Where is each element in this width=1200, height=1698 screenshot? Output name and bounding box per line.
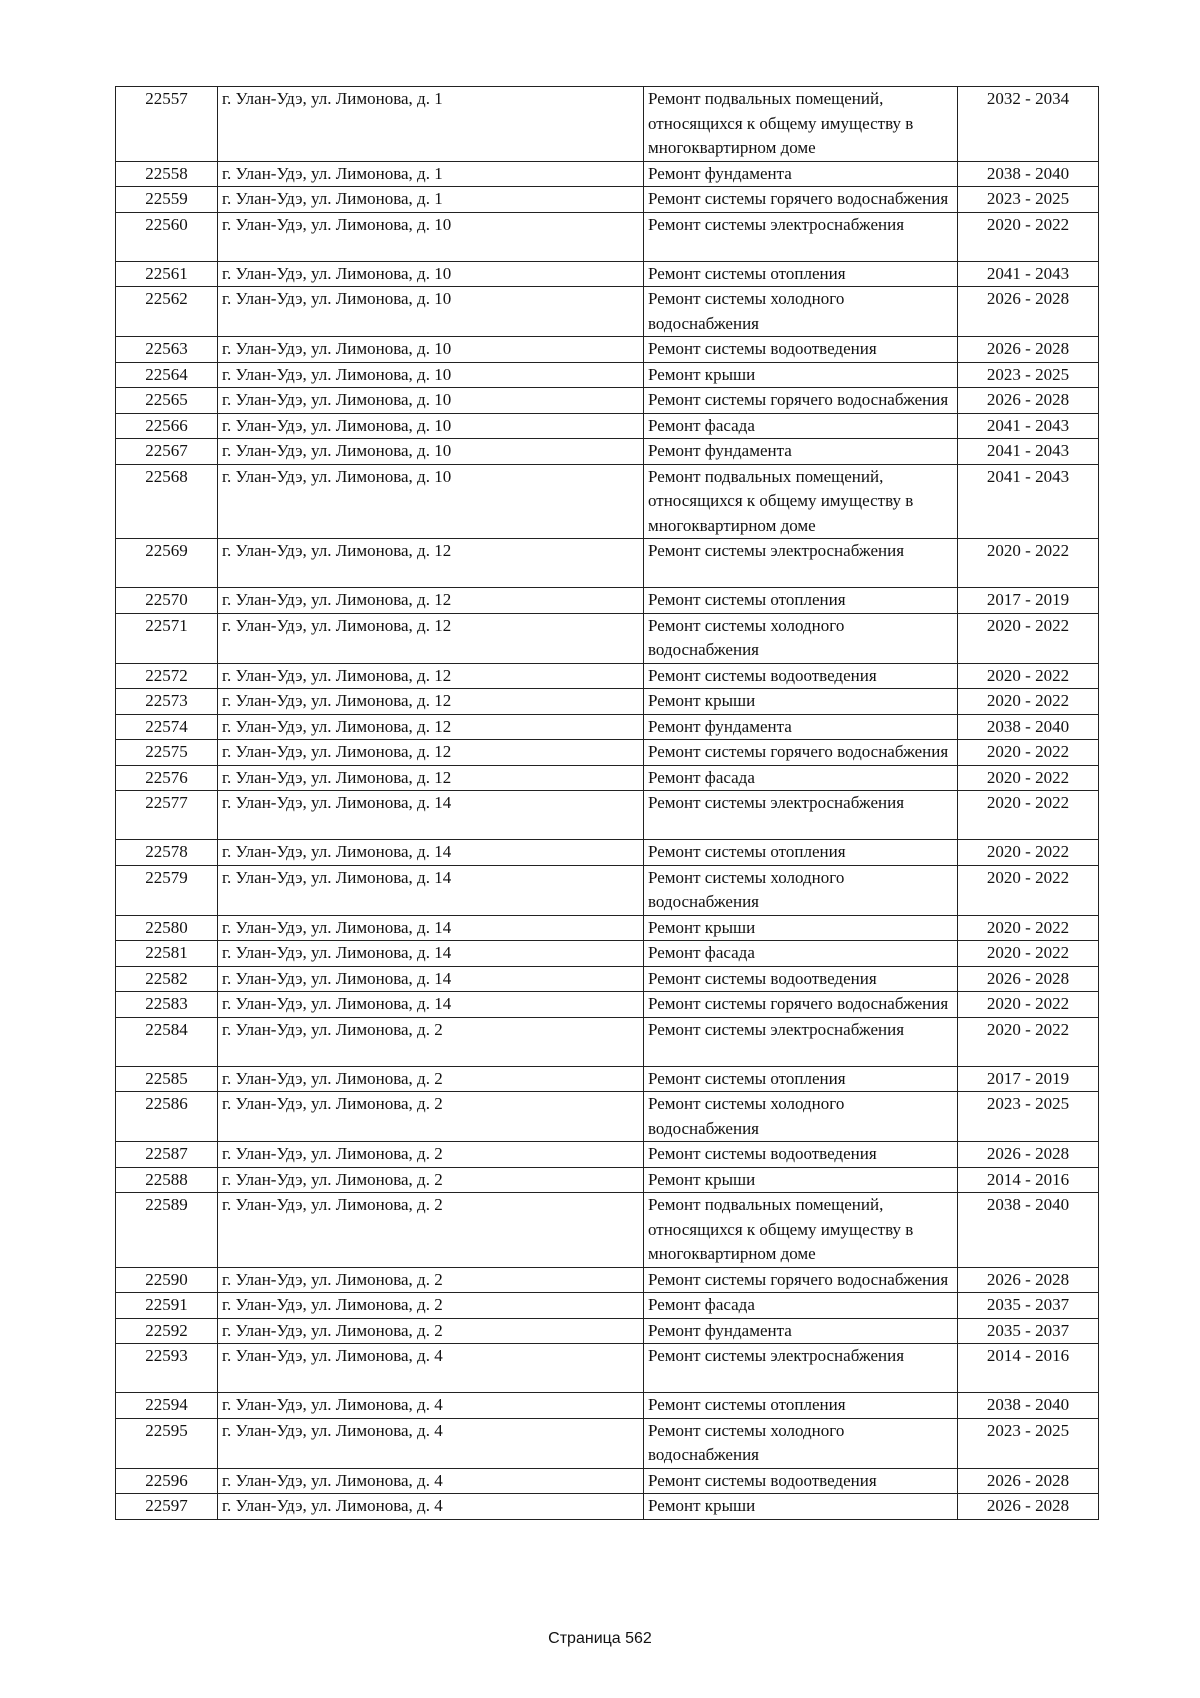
cell-number: 22589 — [116, 1193, 218, 1268]
cell-address: г. Улан-Удэ, ул. Лимонова, д. 14 — [218, 992, 644, 1018]
cell-work-type: Ремонт подвальных помещений, относящихся к общему имуществу в многоквартирном доме — [644, 87, 958, 162]
cell-period: 2023 - 2025 — [958, 362, 1099, 388]
repair-schedule-table — [115, 86, 1099, 1520]
cell-work-type: Ремонт подвальных помещений, относящихся к общему имуществу в многоквартирном доме — [644, 464, 958, 539]
cell-number: 22557 — [116, 87, 218, 162]
cell-work-type: Ремонт системы горячего водоснабжения — [644, 187, 958, 213]
cell-address: г. Улан-Удэ, ул. Лимонова, д. 4 — [218, 1494, 644, 1520]
cell-number: 22591 — [116, 1293, 218, 1319]
cell-period: 2020 - 2022 — [958, 765, 1099, 791]
table-row — [116, 1318, 1099, 1344]
table-row — [116, 966, 1099, 992]
cell-address: г. Улан-Удэ, ул. Лимонова, д. 12 — [218, 588, 644, 614]
cell-number: 22560 — [116, 212, 218, 261]
table-row — [116, 740, 1099, 766]
cell-address: г. Улан-Удэ, ул. Лимонова, д. 14 — [218, 791, 644, 840]
cell-address: г. Улан-Удэ, ул. Лимонова, д. 2 — [218, 1066, 644, 1092]
table-row — [116, 1167, 1099, 1193]
cell-period: 2038 - 2040 — [958, 714, 1099, 740]
cell-work-type: Ремонт системы водоотведения — [644, 337, 958, 363]
cell-period: 2020 - 2022 — [958, 992, 1099, 1018]
cell-work-type: Ремонт подвальных помещений, относящихся к общему имуществу в многоквартирном доме — [644, 1193, 958, 1268]
cell-address: г. Улан-Удэ, ул. Лимонова, д. 10 — [218, 388, 644, 414]
cell-number: 22568 — [116, 464, 218, 539]
cell-address: г. Улан-Удэ, ул. Лимонова, д. 12 — [218, 765, 644, 791]
table-row — [116, 1193, 1099, 1268]
cell-work-type: Ремонт фасада — [644, 413, 958, 439]
table-row — [116, 539, 1099, 588]
cell-work-type: Ремонт крыши — [644, 1494, 958, 1520]
table-row — [116, 362, 1099, 388]
cell-address: г. Улан-Удэ, ул. Лимонова, д. 10 — [218, 464, 644, 539]
cell-work-type: Ремонт крыши — [644, 915, 958, 941]
cell-period: 2020 - 2022 — [958, 539, 1099, 588]
cell-period: 2038 - 2040 — [958, 161, 1099, 187]
cell-period: 2041 - 2043 — [958, 464, 1099, 539]
table-row — [116, 1267, 1099, 1293]
table-row — [116, 1017, 1099, 1066]
cell-period: 2020 - 2022 — [958, 740, 1099, 766]
cell-work-type: Ремонт системы электроснабжения — [644, 1344, 958, 1393]
cell-address: г. Улан-Удэ, ул. Лимонова, д. 1 — [218, 161, 644, 187]
cell-address: г. Улан-Удэ, ул. Лимонова, д. 10 — [218, 261, 644, 287]
cell-number: 22565 — [116, 388, 218, 414]
cell-number: 22570 — [116, 588, 218, 614]
cell-work-type: Ремонт системы холодного водоснабжения — [644, 865, 958, 915]
cell-address: г. Улан-Удэ, ул. Лимонова, д. 10 — [218, 362, 644, 388]
table-row — [116, 765, 1099, 791]
cell-address: г. Улан-Удэ, ул. Лимонова, д. 12 — [218, 740, 644, 766]
cell-work-type: Ремонт системы отопления — [644, 588, 958, 614]
cell-work-type: Ремонт системы горячего водоснабжения — [644, 388, 958, 414]
cell-work-type: Ремонт крыши — [644, 689, 958, 715]
table-row — [116, 1418, 1099, 1468]
cell-number: 22590 — [116, 1267, 218, 1293]
table-row — [116, 1344, 1099, 1393]
cell-period: 2041 - 2043 — [958, 439, 1099, 465]
cell-address: г. Улан-Удэ, ул. Лимонова, д. 10 — [218, 212, 644, 261]
cell-work-type: Ремонт системы холодного водоснабжения — [644, 1418, 958, 1468]
page-number: Страница 562 — [548, 1630, 652, 1647]
cell-address: г. Улан-Удэ, ул. Лимонова, д. 14 — [218, 865, 644, 915]
cell-number: 22592 — [116, 1318, 218, 1344]
cell-address: г. Улан-Удэ, ул. Лимонова, д. 12 — [218, 714, 644, 740]
cell-number: 22566 — [116, 413, 218, 439]
cell-work-type: Ремонт фасада — [644, 1293, 958, 1319]
cell-address: г. Улан-Удэ, ул. Лимонова, д. 4 — [218, 1393, 644, 1419]
cell-period: 2023 - 2025 — [958, 187, 1099, 213]
cell-address: г. Улан-Удэ, ул. Лимонова, д. 14 — [218, 966, 644, 992]
cell-period: 2026 - 2028 — [958, 1142, 1099, 1168]
cell-period: 2026 - 2028 — [958, 1267, 1099, 1293]
table-row — [116, 261, 1099, 287]
table-row — [116, 1494, 1099, 1520]
table-row — [116, 212, 1099, 261]
cell-work-type: Ремонт системы отопления — [644, 840, 958, 866]
cell-address: г. Улан-Удэ, ул. Лимонова, д. 10 — [218, 413, 644, 439]
cell-number: 22563 — [116, 337, 218, 363]
cell-period: 2014 - 2016 — [958, 1167, 1099, 1193]
cell-number: 22577 — [116, 791, 218, 840]
cell-address: г. Улан-Удэ, ул. Лимонова, д. 12 — [218, 689, 644, 715]
cell-period: 2017 - 2019 — [958, 1066, 1099, 1092]
cell-number: 22584 — [116, 1017, 218, 1066]
cell-work-type: Ремонт системы водоотведения — [644, 966, 958, 992]
cell-number: 22593 — [116, 1344, 218, 1393]
table-row — [116, 388, 1099, 414]
table-row — [116, 1393, 1099, 1419]
table-row — [116, 1142, 1099, 1168]
cell-address: г. Улан-Удэ, ул. Лимонова, д. 1 — [218, 187, 644, 213]
cell-work-type: Ремонт системы холодного водоснабжения — [644, 287, 958, 337]
cell-number: 22573 — [116, 689, 218, 715]
cell-number: 22580 — [116, 915, 218, 941]
cell-number: 22572 — [116, 663, 218, 689]
cell-period: 2041 - 2043 — [958, 261, 1099, 287]
cell-work-type: Ремонт системы водоотведения — [644, 663, 958, 689]
cell-number: 22578 — [116, 840, 218, 866]
cell-address: г. Улан-Удэ, ул. Лимонова, д. 2 — [218, 1142, 644, 1168]
cell-number: 22558 — [116, 161, 218, 187]
cell-work-type: Ремонт системы водоотведения — [644, 1468, 958, 1494]
table-row — [116, 337, 1099, 363]
cell-work-type: Ремонт системы горячего водоснабжения — [644, 740, 958, 766]
cell-work-type: Ремонт фундамента — [644, 439, 958, 465]
table-row — [116, 663, 1099, 689]
cell-period: 2032 - 2034 — [958, 87, 1099, 162]
cell-number: 22585 — [116, 1066, 218, 1092]
table-row — [116, 613, 1099, 663]
cell-number: 22576 — [116, 765, 218, 791]
cell-period: 2020 - 2022 — [958, 791, 1099, 840]
cell-period: 2020 - 2022 — [958, 1017, 1099, 1066]
cell-number: 22586 — [116, 1092, 218, 1142]
table-row — [116, 840, 1099, 866]
cell-number: 22575 — [116, 740, 218, 766]
cell-period: 2023 - 2025 — [958, 1092, 1099, 1142]
cell-number: 22581 — [116, 941, 218, 967]
table-row — [116, 439, 1099, 465]
cell-address: г. Улан-Удэ, ул. Лимонова, д. 2 — [218, 1017, 644, 1066]
cell-work-type: Ремонт системы холодного водоснабжения — [644, 1092, 958, 1142]
table-row — [116, 187, 1099, 213]
cell-number: 22595 — [116, 1418, 218, 1468]
cell-period: 2020 - 2022 — [958, 941, 1099, 967]
cell-work-type: Ремонт системы холодного водоснабжения — [644, 613, 958, 663]
cell-period: 2017 - 2019 — [958, 588, 1099, 614]
cell-work-type: Ремонт крыши — [644, 1167, 958, 1193]
cell-work-type: Ремонт системы отопления — [644, 261, 958, 287]
cell-period: 2038 - 2040 — [958, 1393, 1099, 1419]
cell-address: г. Улан-Удэ, ул. Лимонова, д. 2 — [218, 1267, 644, 1293]
cell-number: 22567 — [116, 439, 218, 465]
cell-work-type: Ремонт крыши — [644, 362, 958, 388]
cell-number: 22564 — [116, 362, 218, 388]
cell-address: г. Улан-Удэ, ул. Лимонова, д. 14 — [218, 840, 644, 866]
table-row — [116, 1092, 1099, 1142]
cell-period: 2041 - 2043 — [958, 413, 1099, 439]
cell-address: г. Улан-Удэ, ул. Лимонова, д. 12 — [218, 663, 644, 689]
cell-period: 2026 - 2028 — [958, 388, 1099, 414]
cell-work-type: Ремонт системы горячего водоснабжения — [644, 992, 958, 1018]
cell-work-type: Ремонт системы отопления — [644, 1066, 958, 1092]
cell-address: г. Улан-Удэ, ул. Лимонова, д. 4 — [218, 1468, 644, 1494]
cell-number: 22583 — [116, 992, 218, 1018]
cell-work-type: Ремонт системы электроснабжения — [644, 1017, 958, 1066]
cell-address: г. Улан-Удэ, ул. Лимонова, д. 10 — [218, 337, 644, 363]
cell-period: 2026 - 2028 — [958, 287, 1099, 337]
cell-number: 22596 — [116, 1468, 218, 1494]
table-row — [116, 865, 1099, 915]
cell-address: г. Улан-Удэ, ул. Лимонова, д. 2 — [218, 1318, 644, 1344]
table-row — [116, 992, 1099, 1018]
cell-period: 2020 - 2022 — [958, 915, 1099, 941]
cell-number: 22594 — [116, 1393, 218, 1419]
cell-address: г. Улан-Удэ, ул. Лимонова, д. 12 — [218, 613, 644, 663]
table-row — [116, 287, 1099, 337]
cell-address: г. Улан-Удэ, ул. Лимонова, д. 2 — [218, 1167, 644, 1193]
cell-period: 2023 - 2025 — [958, 1418, 1099, 1468]
cell-number: 22574 — [116, 714, 218, 740]
cell-work-type: Ремонт системы отопления — [644, 1393, 958, 1419]
cell-period: 2020 - 2022 — [958, 865, 1099, 915]
cell-work-type: Ремонт системы водоотведения — [644, 1142, 958, 1168]
cell-period: 2020 - 2022 — [958, 663, 1099, 689]
cell-work-type: Ремонт системы электроснабжения — [644, 539, 958, 588]
table-row — [116, 915, 1099, 941]
cell-period: 2014 - 2016 — [958, 1344, 1099, 1393]
table-row — [116, 87, 1099, 162]
cell-address: г. Улан-Удэ, ул. Лимонова, д. 12 — [218, 539, 644, 588]
table-row — [116, 1293, 1099, 1319]
table-row — [116, 464, 1099, 539]
cell-address: г. Улан-Удэ, ул. Лимонова, д. 1 — [218, 87, 644, 162]
cell-period: 2035 - 2037 — [958, 1293, 1099, 1319]
cell-number: 22559 — [116, 187, 218, 213]
cell-number: 22588 — [116, 1167, 218, 1193]
cell-period: 2035 - 2037 — [958, 1318, 1099, 1344]
table-row — [116, 689, 1099, 715]
cell-period: 2020 - 2022 — [958, 212, 1099, 261]
cell-address: г. Улан-Удэ, ул. Лимонова, д. 14 — [218, 915, 644, 941]
table-row — [116, 588, 1099, 614]
table-row — [116, 1468, 1099, 1494]
cell-period: 2020 - 2022 — [958, 840, 1099, 866]
cell-period: 2020 - 2022 — [958, 613, 1099, 663]
table-row — [116, 714, 1099, 740]
table-row — [116, 413, 1099, 439]
cell-work-type: Ремонт фундамента — [644, 1318, 958, 1344]
cell-address: г. Улан-Удэ, ул. Лимонова, д. 2 — [218, 1092, 644, 1142]
cell-address: г. Улан-Удэ, ул. Лимонова, д. 14 — [218, 941, 644, 967]
cell-period: 2026 - 2028 — [958, 966, 1099, 992]
cell-number: 22569 — [116, 539, 218, 588]
cell-work-type: Ремонт фундамента — [644, 161, 958, 187]
cell-address: г. Улан-Удэ, ул. Лимонова, д. 4 — [218, 1344, 644, 1393]
table-row — [116, 161, 1099, 187]
cell-work-type: Ремонт фундамента — [644, 714, 958, 740]
cell-address: г. Улан-Удэ, ул. Лимонова, д. 10 — [218, 439, 644, 465]
table-row — [116, 1066, 1099, 1092]
cell-period: 2038 - 2040 — [958, 1193, 1099, 1268]
cell-work-type: Ремонт системы электроснабжения — [644, 212, 958, 261]
table-body — [116, 87, 1099, 1520]
cell-address: г. Улан-Удэ, ул. Лимонова, д. 2 — [218, 1193, 644, 1268]
cell-number: 22562 — [116, 287, 218, 337]
cell-address: г. Улан-Удэ, ул. Лимонова, д. 10 — [218, 287, 644, 337]
cell-number: 22587 — [116, 1142, 218, 1168]
cell-period: 2026 - 2028 — [958, 337, 1099, 363]
cell-work-type: Ремонт системы горячего водоснабжения — [644, 1267, 958, 1293]
cell-work-type: Ремонт системы электроснабжения — [644, 791, 958, 840]
cell-number: 22571 — [116, 613, 218, 663]
table-row — [116, 791, 1099, 840]
table-row — [116, 941, 1099, 967]
cell-work-type: Ремонт фасада — [644, 765, 958, 791]
cell-number: 22582 — [116, 966, 218, 992]
cell-number: 22597 — [116, 1494, 218, 1520]
cell-period: 2020 - 2022 — [958, 689, 1099, 715]
cell-address: г. Улан-Удэ, ул. Лимонова, д. 4 — [218, 1418, 644, 1468]
cell-period: 2026 - 2028 — [958, 1468, 1099, 1494]
cell-work-type: Ремонт фасада — [644, 941, 958, 967]
cell-number: 22561 — [116, 261, 218, 287]
cell-number: 22579 — [116, 865, 218, 915]
cell-period: 2026 - 2028 — [958, 1494, 1099, 1520]
cell-address: г. Улан-Удэ, ул. Лимонова, д. 2 — [218, 1293, 644, 1319]
